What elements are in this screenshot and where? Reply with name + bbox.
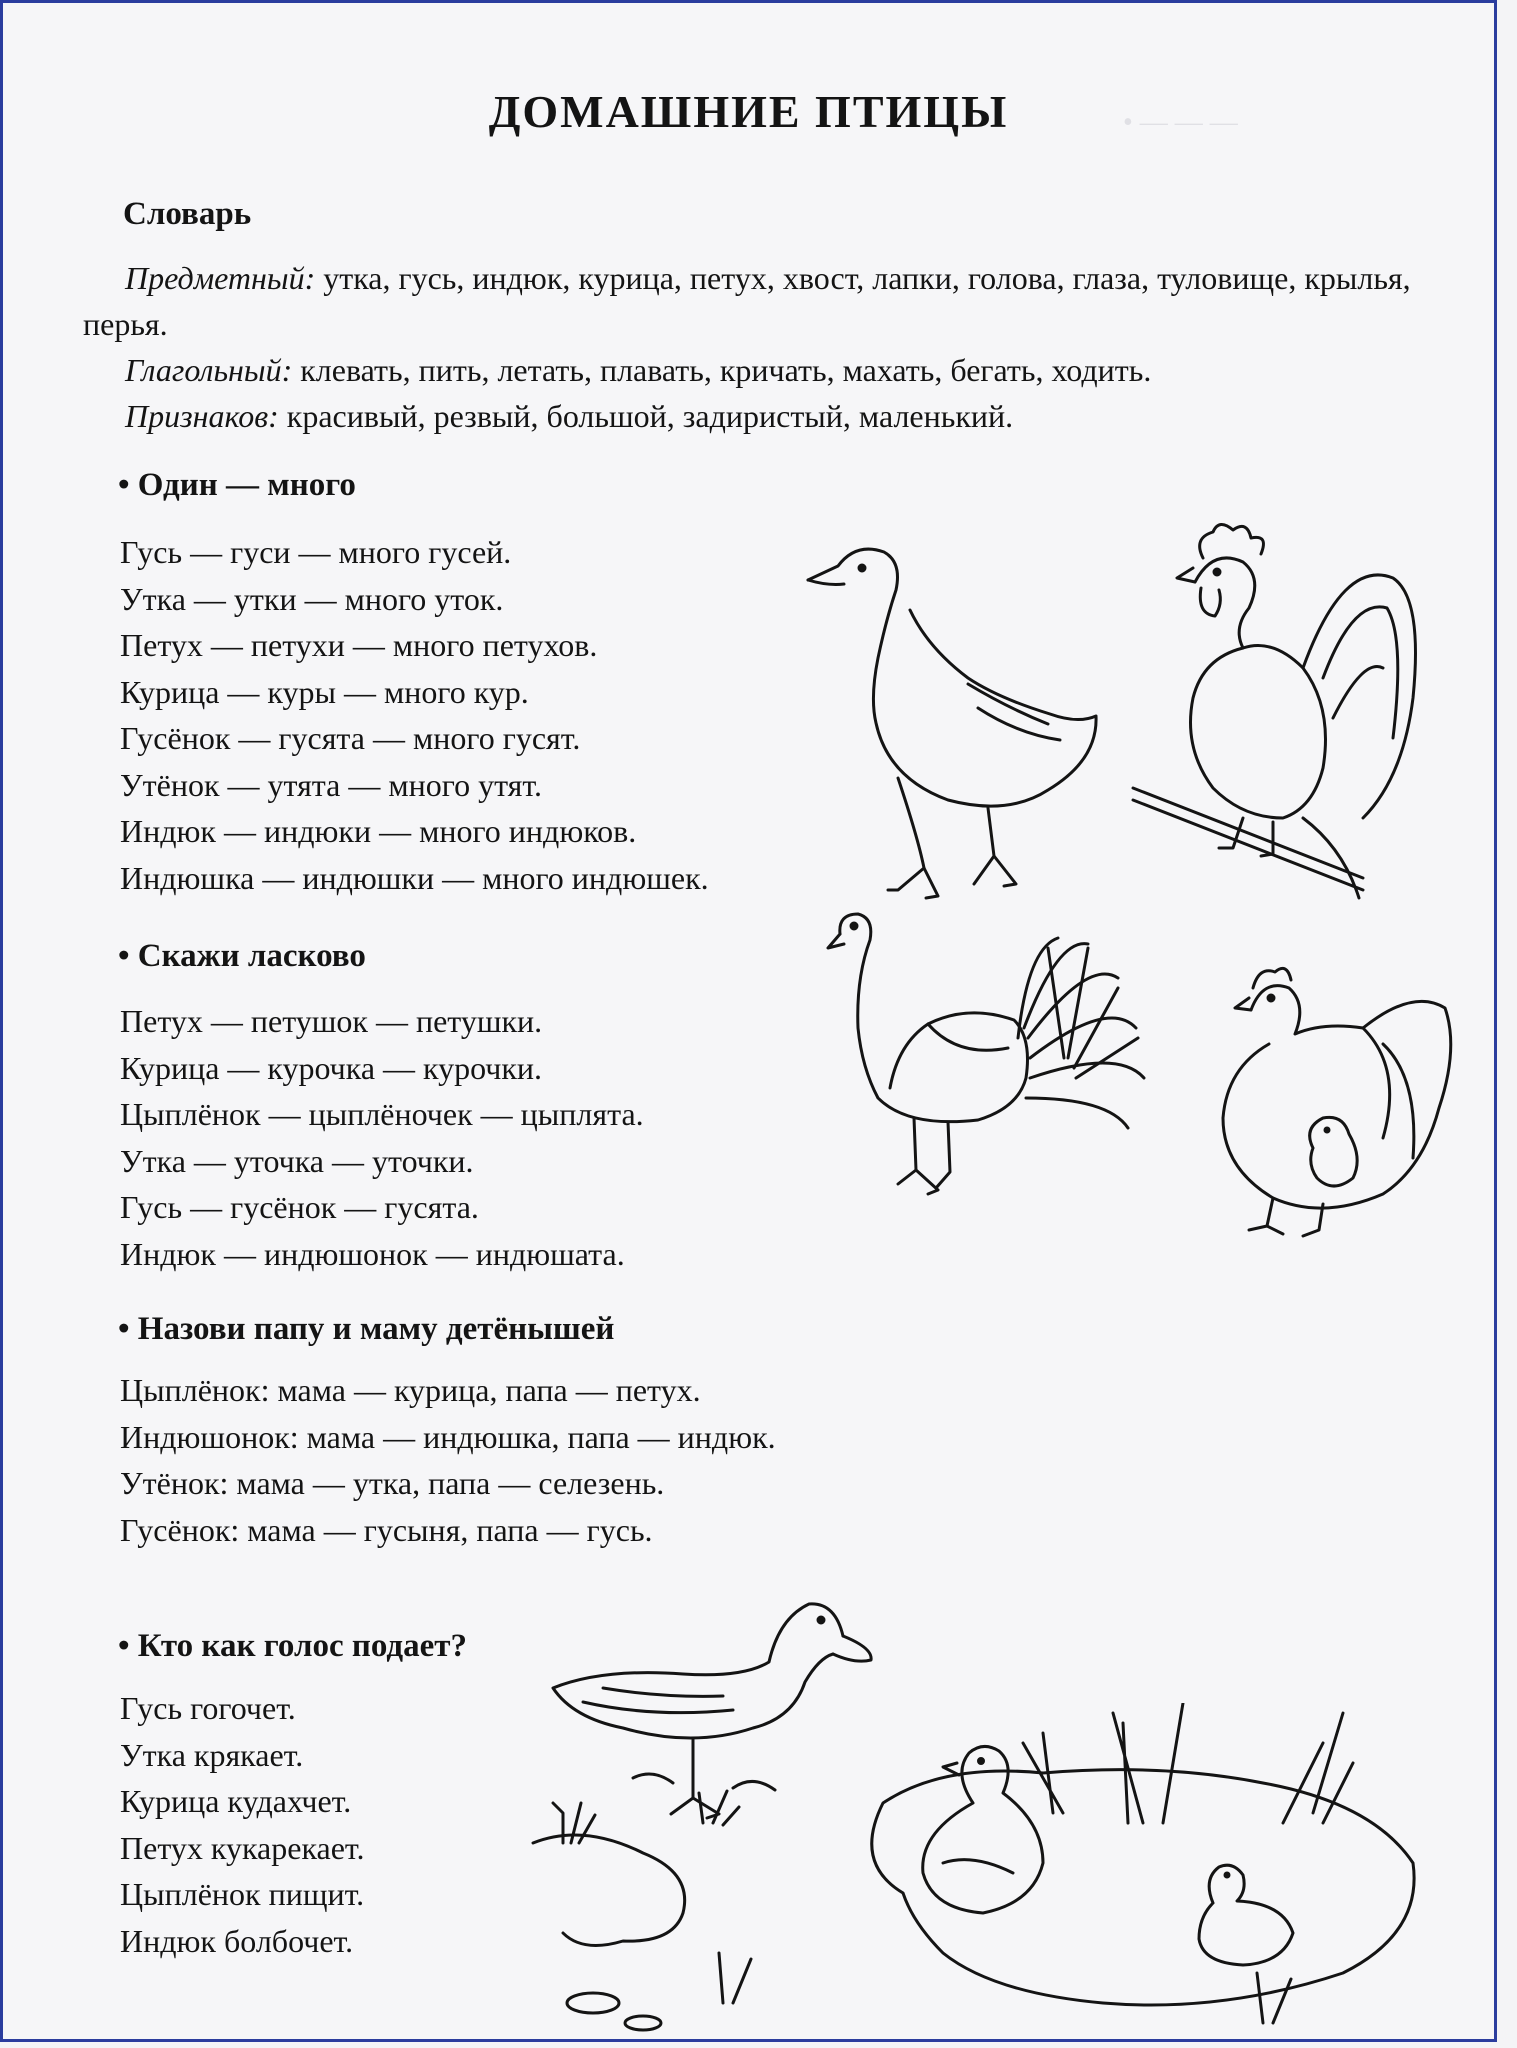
list-item: Гусёнок: мама — гусыня, папа — гусь. (120, 1511, 653, 1548)
list-item: Утёнок: мама — утка, папа — селезень. (120, 1465, 665, 1501)
nouns-text: утка, гусь, индюк, курица, петух, хвост, лапки, голова, глаза, туловище, крылья, перья. (83, 260, 1411, 342)
list-item: Гусь гогочет. (120, 1690, 296, 1726)
list-item: Индюшонок: мама — индюшка, папа — индюк. (120, 1418, 776, 1455)
dictionary-verbs (83, 347, 1483, 393)
list-item: Индюшка — индюшки — много индюшек. (120, 859, 709, 896)
affection-heading: • Скажи ласково (118, 938, 366, 974)
one-many-heading: • Один — много (118, 467, 356, 503)
verbs-text: клевать, пить, летать, плавать, кричать, махать, бегать, ходить. (292, 352, 1152, 388)
list-item: Цыплёнок — цыплёночек — цыплята. (120, 1096, 644, 1132)
adjectives-label: Признаков: (125, 398, 279, 434)
list-item: Курица кудахчет. (120, 1783, 352, 1819)
list-item: Утка — уточка — уточки. (120, 1142, 474, 1179)
parents-list (120, 1367, 776, 1553)
dictionary-nouns (83, 255, 1483, 347)
list-item: Цыплёнок пищит. (120, 1876, 365, 1912)
list-item: Гусёнок — гусята — много гусят. (120, 720, 581, 756)
voice-heading: • Кто как голос подает? (118, 1628, 467, 1664)
list-item: Индюк — индюшонок — индюшата. (120, 1235, 625, 1272)
hen-with-chick-drawing (1183, 958, 1463, 1248)
list-item: Петух — петухи — много петухов. (120, 627, 598, 663)
parents-heading: • Назови папу и маму детёнышей (118, 1311, 615, 1347)
list-item: Утка крякает. (120, 1736, 304, 1773)
turkey-drawing (818, 908, 1158, 1248)
list-item: Индюк — индюки — много индюков. (120, 813, 637, 849)
page-title: ДОМАШНИЕ ПТИЦЫ (488, 86, 1009, 137)
list-item: Утка — утки — много уток. (120, 580, 504, 617)
verbs-label: Глагольный: (125, 352, 293, 388)
adjectives-text: красивый, резвый, большой, задиристый, маленький. (278, 398, 1014, 434)
goose-drawing (798, 538, 1118, 908)
list-item: Курица — курочка — курочки. (120, 1049, 543, 1086)
list-item: Петух — петушок — петушки. (120, 1003, 543, 1039)
list-item: Гусь — гусёнок — гусята. (120, 1189, 479, 1225)
list-item: Утёнок — утята — много утят. (120, 766, 542, 803)
bleed-through-texture: • — — — (1123, 107, 1238, 138)
one-many-list (120, 529, 709, 901)
dictionary-heading: Словарь (123, 196, 252, 232)
list-item: Курица — куры — много кур. (120, 673, 529, 710)
list-item: Гусь — гуси — много гусей. (120, 534, 512, 570)
list-item: Цыплёнок: мама — курица, папа — петух. (120, 1372, 701, 1408)
rooster-drawing (1123, 518, 1423, 918)
voice-list (120, 1685, 364, 1964)
nouns-label: Предметный: (125, 260, 316, 296)
dictionary-adjectives (83, 393, 1483, 439)
affection-list (120, 998, 644, 1277)
list-item: Петух кукарекает. (120, 1829, 365, 1866)
pond-with-ducks-drawing (523, 1703, 1473, 2038)
list-item: Индюк болбочет. (120, 1922, 354, 1959)
